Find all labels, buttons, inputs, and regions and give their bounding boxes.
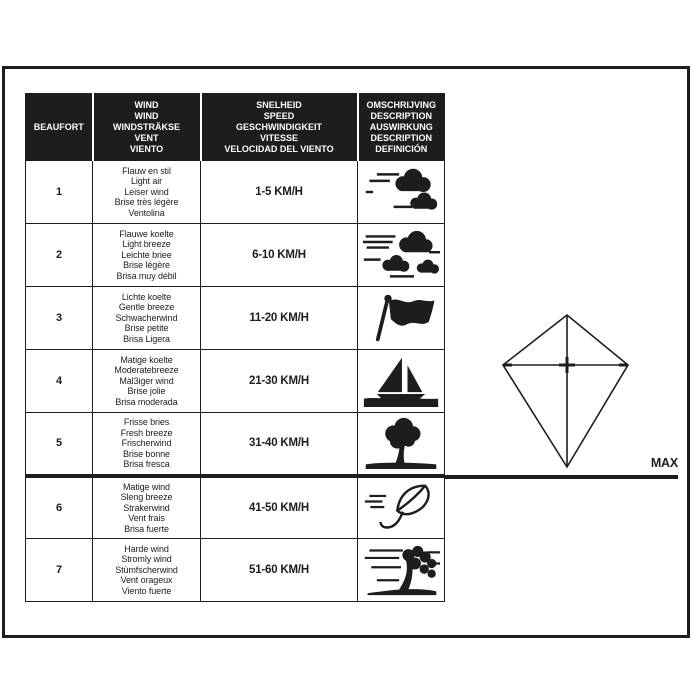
speed-cell: 11-20 KM/H [201,287,358,350]
table-row [26,287,445,350]
blown-umbrella-icon [362,481,440,535]
icon-cell [358,287,445,350]
icon-cell [358,476,445,539]
beaufort-wind-table [25,93,445,602]
header-wind: WIND WIND WINDSTRÄKSE VENT VIENTO [93,94,201,161]
table-row [26,476,445,539]
icon-cell [358,350,445,413]
beaufort-cell: 6 [26,476,93,539]
beaufort-cell: 3 [26,287,93,350]
header-beaufort: BEAUFORT [26,94,93,161]
beaufort-cell: 7 [26,539,93,602]
max-label: MAX [650,456,678,470]
icon-cell [358,161,445,224]
wind-cell: Flauwe koelte Light breeze Leichte briee Brise légère Brisa muy débil [93,224,201,287]
wind-cell: Matige koelte Moderatebreeze Màl3iger wind Brise jolie Brisa moderada [93,350,201,413]
header-description: OMSCHRIJVING DESCRIPTION AUSWIRKUNG DESCRIPTION DEFINICIÓN [358,94,445,161]
icon-cell [358,539,445,602]
table-row [26,161,445,224]
table-row [26,224,445,287]
beaufort-cell: 2 [26,224,93,287]
table-row [26,539,445,602]
wind-cell: Flauw en stil Light air Leiser wind Brise très légère Ventolina [93,161,201,224]
speed-cell: 41-50 KM/H [201,476,358,539]
storm-bent-tree-icon [362,543,440,597]
wind-cell: Frisse bries Fresh breeze Frischerwind Brise bonne Brisa fresca [93,413,201,476]
wind-cell: Lichte koelte Gentle breeze Schwacherwind Brise petite Brisa Ligera [93,287,201,350]
waving-flag-icon [362,291,440,345]
drifting-clouds-icon [362,165,440,219]
sailboat-icon [362,354,440,408]
table-row [26,350,445,413]
beaufort-cell: 5 [26,413,93,476]
swaying-tree-icon [362,416,440,470]
wind-cell: Harde wind Stromly wind Stümfscherwind Vent orageux Viento fuerte [93,539,201,602]
speed-cell: 31-40 KM/H [201,413,358,476]
header-speed: SNELHEID SPEED GESCHWINDIGKEIT VITESSE VELOCIDAD DEL VIENTO [201,94,358,161]
beaufort-cell: 4 [26,350,93,413]
beaufort-cell: 1 [26,161,93,224]
windblown-clouds-icon [362,228,440,282]
max-altitude-line [444,475,678,479]
speed-cell: 1-5 KM/H [201,161,358,224]
speed-cell: 51-60 KM/H [201,539,358,602]
icon-cell [358,224,445,287]
icon-cell [358,413,445,476]
table-header-row [26,94,445,161]
table-row [26,413,445,476]
speed-cell: 21-30 KM/H [201,350,358,413]
speed-cell: 6-10 KM/H [201,224,358,287]
wind-cell: Matige wind Sleng breeze Strakerwind Vent frais Brisa fuerte [93,476,201,539]
